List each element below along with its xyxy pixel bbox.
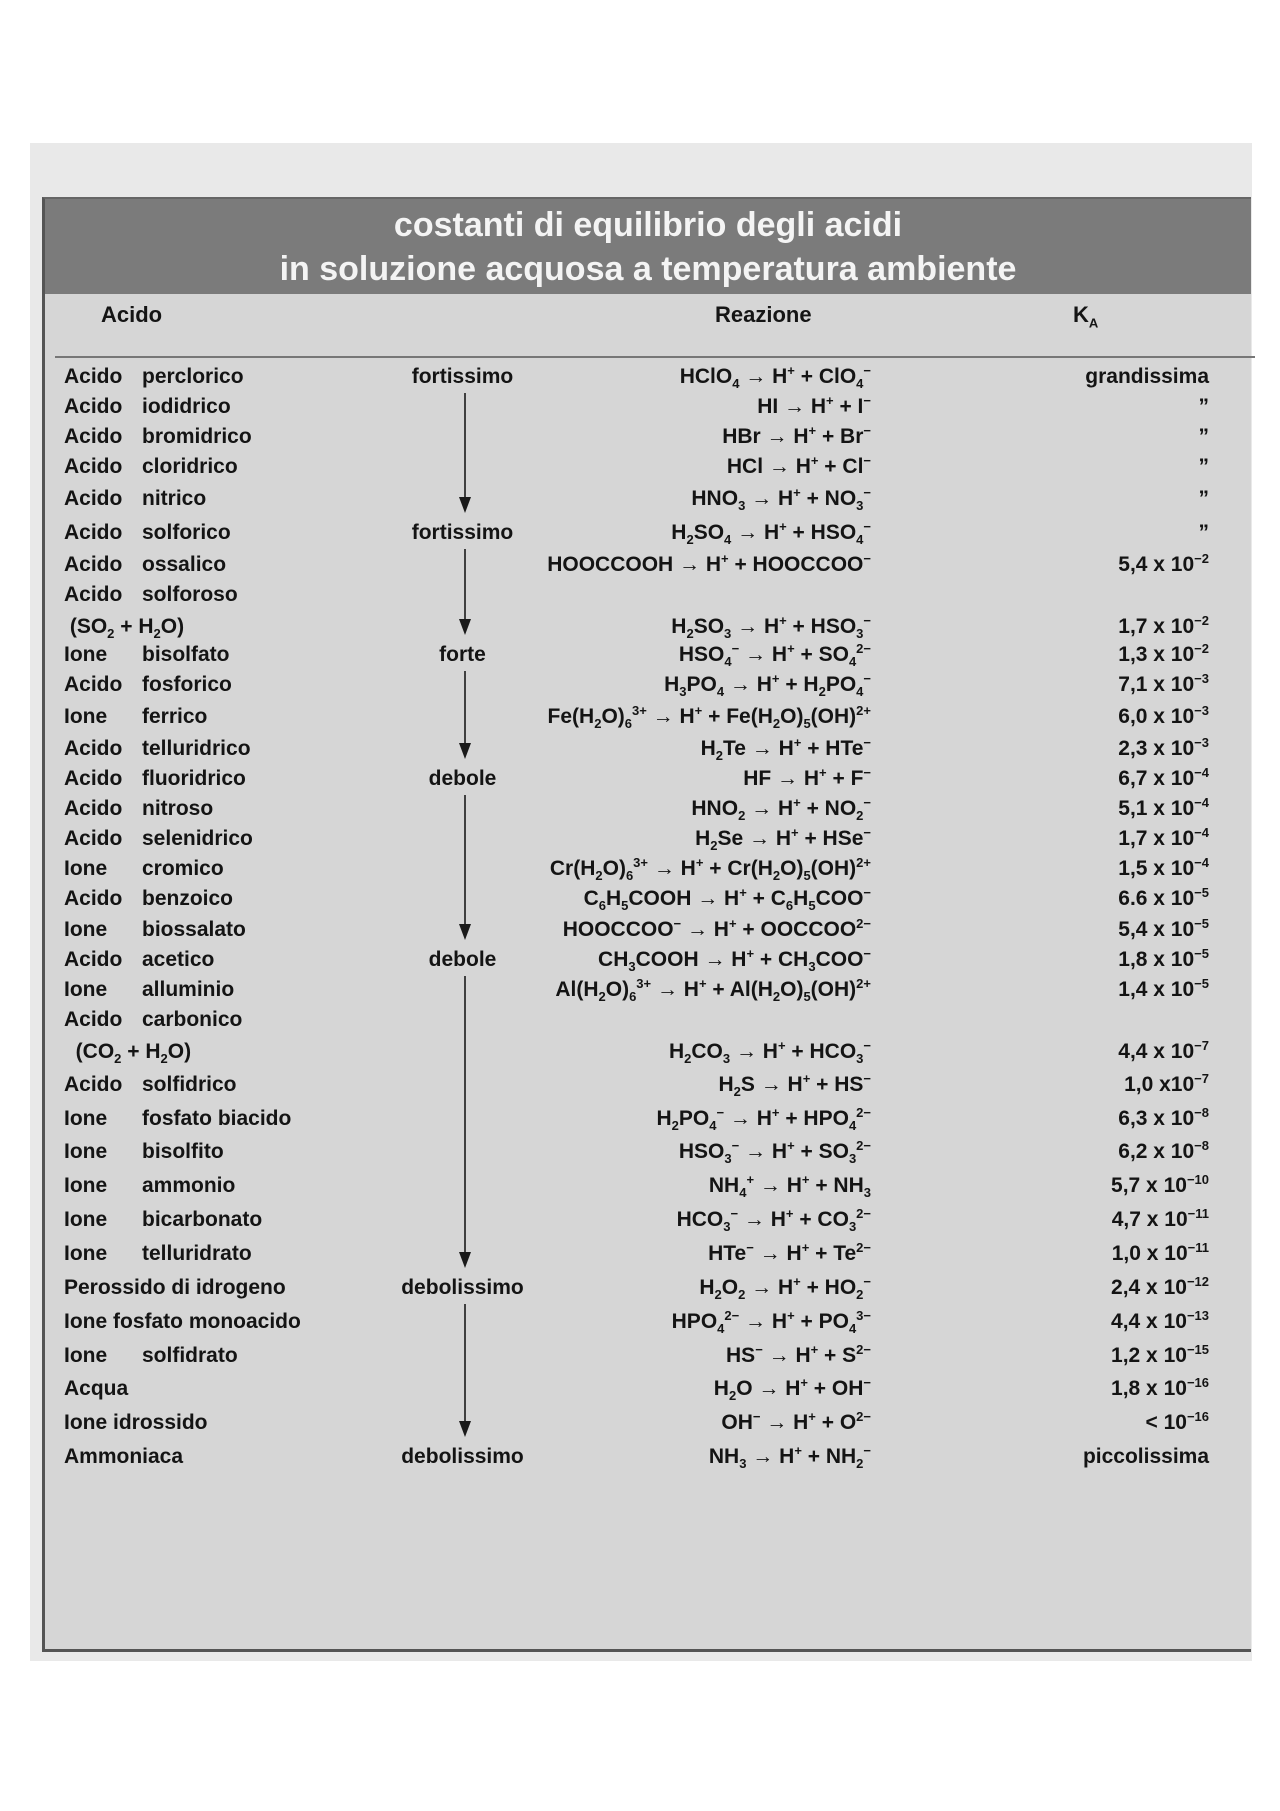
- reaction: HOOCCOO− → $H^+ + OOCCOO^{2-}$: [562, 916, 871, 941]
- acid-name-type: Ione: [64, 1344, 108, 1367]
- reaction: HCl → H+ + Cl−: [726, 453, 871, 478]
- acid-name-type: Ione: [64, 918, 108, 941]
- acid-name-type: Acido: [64, 487, 123, 510]
- table-row: [45, 1134, 1251, 1170]
- reaction: $H_2PO_4^- \to H^+ + HPO_4^{2-}$: [656, 1105, 871, 1134]
- table-row: [45, 1338, 1251, 1374]
- arrow-down-icon: [435, 1304, 495, 1439]
- acid-name: ossalico: [142, 553, 227, 576]
- reaction: $H_2Se \to H^+ + HSe^-$: [695, 825, 871, 854]
- strength-label: debole: [428, 948, 497, 971]
- ka-value: 2,3 x $10^{-3}$: [1118, 735, 1209, 760]
- ka-value: ”: [1198, 521, 1209, 544]
- ka-value: 4,7 x $10^{-11}$: [1111, 1206, 1209, 1231]
- acid-name-type: Acido: [64, 767, 123, 790]
- ka-value: 2,4 x $10^{-12}$: [1111, 1274, 1209, 1299]
- header-reaction: Reazione: [715, 302, 812, 327]
- ka-value: 1,8 x $10^{-5}$: [1118, 946, 1209, 971]
- reaction: $OH^- \to H^+ + O^{2-}$: [721, 1409, 871, 1434]
- ka-value: 4,4 x $10^{-7}$: [1118, 1038, 1209, 1063]
- header-ka: [1073, 302, 1099, 331]
- acid-name-type: Acido: [64, 887, 123, 910]
- acid-name-type: Perossido di idrogeno: [64, 1276, 286, 1299]
- acid-name: fluoridrico: [142, 767, 246, 790]
- acid-name-type: Acido: [64, 553, 123, 576]
- reaction: $HS^- \to H^+ + S^{2-}$: [726, 1342, 871, 1367]
- acid-name-type: Acido: [64, 365, 123, 388]
- table-row: [45, 481, 1251, 517]
- table-row: [45, 1168, 1251, 1204]
- acid-name-type: Ione: [64, 1174, 108, 1197]
- table-row: [45, 449, 1251, 485]
- acid-name-type: Acqua: [64, 1377, 129, 1400]
- acid-name-type: Ione fosfato monoacido: [64, 1310, 301, 1333]
- ka-value: 7,1 x $10^{-3}$: [1118, 671, 1209, 696]
- acid-name-type: Ione: [64, 1140, 108, 1163]
- reaction: $CH_3COOH \to H^+ + CH_3COO^-$: [598, 946, 871, 975]
- ka-value: 1,0 x $10^{-11}$: [1111, 1240, 1209, 1265]
- title-line-1: costanti di equilibrio degli acidi: [393, 206, 903, 244]
- acid-name-type: Ione: [64, 978, 108, 1001]
- reaction: $Al(H_2O)_6^{3+} \to H^+ + Al(H_2O)_5(OH)^{2+}$: [555, 976, 871, 1005]
- ka-value: 6,2 x $10^{-8}$: [1118, 1138, 1209, 1163]
- arrow-down-icon: [435, 549, 495, 637]
- ka-value: 6.6 x $10^{-5}$: [1118, 885, 1209, 910]
- acid-name-type: Acido: [64, 395, 123, 418]
- reaction: $C_6H_5COOH \to H^+ + C_6H_5COO^-$: [583, 885, 871, 914]
- ka-value: ”: [1198, 487, 1209, 510]
- reaction: $H_3PO_4 \to H^+ + H_2PO_4^-$: [664, 671, 871, 700]
- ka-value: 5,4 x $10^{-5}$: [1118, 916, 1209, 941]
- strength-label: fortissimo: [411, 521, 514, 544]
- strength-label: debolissimo: [401, 1445, 524, 1468]
- acid-name: iodidrico: [142, 395, 231, 418]
- acid-name: cloridrico: [142, 455, 238, 478]
- acid-name-type: Ione: [64, 1208, 108, 1231]
- reaction: $NH_3 \to H^+ + NH_2^-$: [708, 1443, 871, 1472]
- table-row: [45, 515, 1251, 551]
- strength-label: debole: [428, 767, 497, 790]
- acid-name: bisolfito: [142, 1140, 224, 1163]
- acid-name-type: Acido: [64, 827, 123, 850]
- acid-name-type: Acido: [64, 673, 123, 696]
- acid-name: fosforico: [142, 673, 232, 696]
- acid-name: fosfato biacido: [142, 1107, 292, 1130]
- strength-label: debolissimo: [401, 1276, 524, 1299]
- acid-name-type: Ione: [64, 857, 108, 880]
- acid-name-type: Acido: [64, 1008, 123, 1031]
- acid-name: ferrico: [142, 705, 208, 728]
- ka-value: 5,4 x $10^{-2}$: [1118, 551, 1209, 576]
- ka-value: 1,8 x $10^{-16}$: [1111, 1375, 1209, 1400]
- acid-name: perclorico: [142, 365, 244, 388]
- reaction: HI → H+ + I−: [757, 393, 871, 418]
- table-row: [45, 1101, 1251, 1137]
- table-row: [45, 1034, 1251, 1070]
- acid-name: telluridrato: [142, 1242, 252, 1265]
- acid-name: cromico: [142, 857, 224, 880]
- table-row: [45, 577, 1251, 613]
- acid-name-type: Ione idrossido: [64, 1411, 208, 1434]
- acid-name: selenidrico: [142, 827, 253, 850]
- acid-name: carbonico: [142, 1008, 243, 1031]
- table-row: [45, 699, 1251, 735]
- acid-name-type: Acido: [64, 583, 123, 606]
- reaction: $HCO_3^- \to H^+ + CO_3^{2-}$: [676, 1206, 871, 1235]
- table-row: [45, 1002, 1251, 1038]
- acid-name-type: Ione: [64, 643, 108, 666]
- acid-name: solfidrico: [142, 1073, 237, 1096]
- ka-value: 1,7 x $10^{-2}$: [1118, 613, 1209, 638]
- reaction: $H_2SO_4 \to H^+ + HSO_4^-$: [671, 519, 871, 548]
- table-row: [45, 1304, 1251, 1340]
- ka-value: 5,1 x $10^{-4}$: [1118, 795, 1209, 820]
- table-row: [45, 1270, 1251, 1306]
- ka-value: 6,0 x $10^{-3}$: [1118, 703, 1209, 728]
- ka-value: 1,2 x $10^{-15}$: [1111, 1342, 1209, 1367]
- ka-value: 6,7 x $10^{-4}$: [1118, 765, 1209, 790]
- acid-name-type: Ione: [64, 705, 108, 728]
- arrow-down-icon: [435, 795, 495, 942]
- ka-value: 6,3 x $10^{-8}$: [1118, 1105, 1209, 1130]
- acid-name-type: Acido: [64, 521, 123, 544]
- ka-value: < $10^{-16}$: [1145, 1409, 1209, 1434]
- reaction: $HSO_3^- \to H^+ + SO_3^{2-}$: [678, 1138, 871, 1167]
- reaction: HClO$_4$ → H+ + ClO$_4$−: [679, 363, 871, 392]
- acid-name-type: $(CO_2 + H_2O)$: [64, 1040, 192, 1067]
- reaction: $HTe^- \to H^+ + Te^{2-}$: [708, 1240, 871, 1265]
- header-divider: [55, 356, 1255, 358]
- reaction: $HNO_2 \to H^+ + NO_2^-$: [691, 795, 871, 824]
- reaction: $Cr(H_2O)_6^{3+} \to H^+ + Cr(H_2O)_5(OH)^{2+}$: [549, 855, 871, 884]
- acid-name: acetico: [142, 948, 215, 971]
- ka-value: 5,7 x $10^{-10}$: [1111, 1172, 1209, 1197]
- arrow-down-icon: [435, 671, 495, 761]
- acid-name-type: Acido: [64, 797, 123, 820]
- reaction: HF → H+ + F−: [743, 765, 871, 790]
- ka-value: ”: [1198, 425, 1209, 448]
- acid-name: solforico: [142, 521, 231, 544]
- header-acid: Acido: [101, 302, 163, 327]
- acid-name: benzoico: [142, 887, 234, 910]
- ka-value: ”: [1198, 395, 1209, 418]
- table-row: [45, 667, 1251, 703]
- reaction: $H_2Te \to H^+ + HTe^-$: [700, 735, 871, 764]
- table-row: [45, 1405, 1251, 1441]
- ka-value: 4,4 x $10^{-13}$: [1111, 1308, 1209, 1333]
- acid-name-type: Acido: [64, 948, 123, 971]
- acid-name-type: $(SO_2 + H_2O)$: [64, 615, 185, 642]
- reaction: $H_2CO_3 \to H^+ + HCO_3^-$: [668, 1038, 871, 1067]
- acid-constants-table: [42, 197, 1251, 1652]
- acid-name: biossalato: [142, 918, 246, 941]
- ka-value: 1,7 x $10^{-4}$: [1118, 825, 1209, 850]
- acid-name: telluridrico: [142, 737, 251, 760]
- acid-name: nitroso: [142, 797, 214, 820]
- reaction: HBr → H+ + Br−: [722, 423, 871, 448]
- arrow-down-icon: [435, 976, 495, 1270]
- acid-name-type: Ione: [64, 1107, 108, 1130]
- acid-name: alluminio: [142, 978, 235, 1001]
- acid-name: nitrico: [142, 487, 207, 510]
- reaction: $H_2O_2 \to H^+ + HO_2^-$: [699, 1274, 871, 1303]
- reaction: $NH_4^+ \to H^+ + NH_3$: [708, 1172, 871, 1201]
- acid-name: solforoso: [142, 583, 238, 606]
- ka-value: ”: [1198, 455, 1209, 478]
- acid-name-type: Acido: [64, 1073, 123, 1096]
- header-ka-symbol: K: [1073, 302, 1089, 327]
- acid-name: bicarbonato: [142, 1208, 263, 1231]
- reaction: $HSO_4^- \to H^+ + SO_4^{2-}$: [678, 641, 871, 670]
- table-row: [45, 1439, 1251, 1475]
- reaction: $HNO_3 \to H^+ + NO_3^-$: [691, 485, 871, 514]
- acid-name-type: Ammoniaca: [64, 1445, 184, 1468]
- reaction: $H_2O \to H^+ + OH^-$: [713, 1375, 871, 1404]
- reaction: HOOCCOOH → H+ + HOOCCOO−: [547, 551, 871, 576]
- strength-label: fortissimo: [411, 365, 514, 388]
- table-title: [45, 199, 1251, 294]
- acid-name-type: Acido: [64, 425, 123, 448]
- acid-name: bisolfato: [142, 643, 230, 666]
- acid-name: ammonio: [142, 1174, 236, 1197]
- reaction: $Fe(H_2O)_6^{3+} \to H^+ + Fe(H_2O)_5(OH)^{2+}$: [547, 703, 871, 732]
- ka-value: 1,0 $x10^{-7}$: [1124, 1071, 1209, 1096]
- acid-name: solfidrato: [142, 1344, 238, 1367]
- ka-value: 1,4 x $10^{-5}$: [1118, 976, 1209, 1001]
- acid-name-type: Acido: [64, 737, 123, 760]
- table-row: [45, 1236, 1251, 1272]
- ka-value: 1,3 x $10^{-2}$: [1118, 641, 1209, 666]
- acid-name: bromidrico: [142, 425, 252, 448]
- title-line-2: in soluzione acquosa a temperatura ambiente: [279, 250, 1017, 288]
- table-row: [45, 1202, 1251, 1238]
- header-ka-subscript: A: [1088, 315, 1099, 331]
- strength-label: forte: [439, 643, 486, 666]
- acid-name-type: Ione: [64, 1242, 108, 1265]
- ka-value: grandissima: [1085, 365, 1209, 388]
- acid-name-type: Acido: [64, 455, 123, 478]
- ka-value: 1,5 x $10^{-4}$: [1118, 855, 1209, 880]
- arrow-down-icon: [435, 393, 495, 515]
- table-row: [45, 1067, 1251, 1103]
- ka-value: piccolissima: [1082, 1445, 1209, 1468]
- reaction: $H_2S \to H^+ + HS^-$: [718, 1071, 871, 1100]
- table-row: [45, 1371, 1251, 1407]
- reaction: $HPO_4^{2-} \to H^+ + PO_4^{3-}$: [671, 1308, 871, 1337]
- reaction: $H_2SO_3 \to H^+ + HSO_3^-$: [671, 613, 871, 642]
